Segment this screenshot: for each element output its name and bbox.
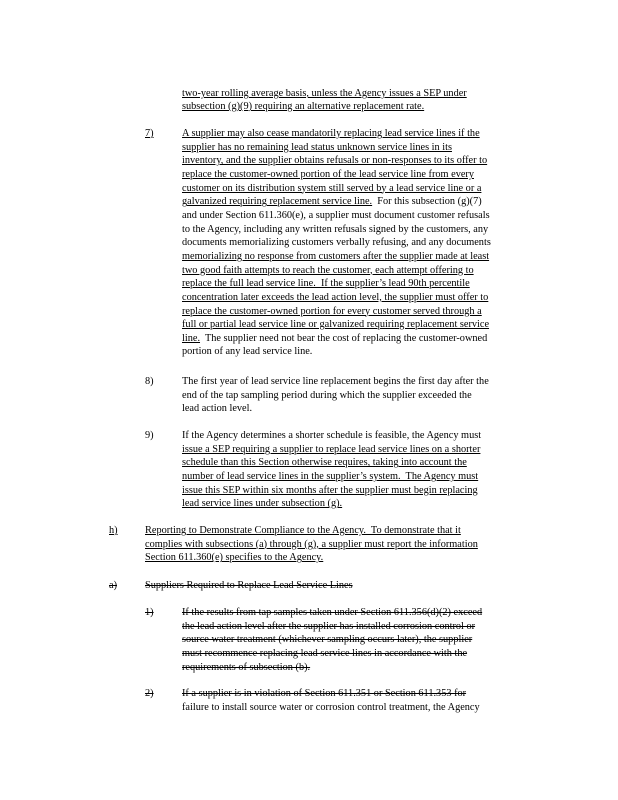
text-segment: galvanized requiring replacement service line. xyxy=(182,196,373,208)
item-marker-2: 2) xyxy=(145,688,154,699)
text-segment: The first year of lead service line replacement begins the first day after the xyxy=(182,376,489,387)
text-segment: If the results from tap samples taken under Section 611.356(d)(2) exceed xyxy=(182,607,483,618)
text-line xyxy=(182,457,467,470)
text-segment: full or partial lead service line or galvanized requiring replacement service xyxy=(182,319,490,331)
item-marker-9: 9) xyxy=(145,430,154,441)
text-segment: number of lead service lines in the supplier’s system. The Agency must xyxy=(182,470,479,482)
text-line xyxy=(182,485,478,498)
text-segment: line. xyxy=(182,332,201,344)
text-line xyxy=(182,265,474,278)
text-line xyxy=(182,169,474,182)
text-line xyxy=(182,142,452,155)
text-line xyxy=(182,183,481,196)
text-line xyxy=(182,196,482,209)
text-segment: to the Agency, including any written refusals signed by the customers, any xyxy=(182,223,489,235)
text-line xyxy=(145,552,323,565)
text-line xyxy=(182,376,489,389)
text-line xyxy=(182,210,490,223)
text-line xyxy=(145,539,478,552)
continuation-line-2: subsection (g)(9) requiring an alternative replacement rate. xyxy=(182,101,425,112)
text-segment: The supplier need not bear the cost of replacing the customer-owned xyxy=(200,332,488,344)
text-segment: Suppliers Required to Replace Lead Service Lines xyxy=(145,580,353,591)
text-line xyxy=(182,648,467,661)
text-line xyxy=(182,403,252,416)
text-line xyxy=(182,471,478,484)
subsection-marker-h: h) xyxy=(109,525,118,536)
text-line xyxy=(182,702,480,715)
continuation-line-1: two-year rolling average basis, unless the Agency issues a SEP under xyxy=(182,88,467,99)
text-segment: replace the customer-owned portion of the lead service line from every xyxy=(182,168,474,180)
text-segment: issue this SEP within six months after the supplier must begin replacing xyxy=(182,484,478,496)
text-segment: concentration later exceeds the lead action level, the supplier must offer to xyxy=(182,291,489,303)
text-segment: and under Section 611.360(e), a supplier must document customer refusals xyxy=(182,209,490,221)
text-segment: must recommence replacing lead service lines in accordance with the xyxy=(182,648,468,659)
text-line xyxy=(182,346,312,359)
text-line xyxy=(182,224,488,237)
text-segment: two good faith attempts to reach the customer, each attempt offering to xyxy=(182,264,474,276)
text-segment: documents memorializing customers verbally refusing, and any documents xyxy=(182,237,491,249)
text-segment: complies with subsections (a) through (g), a supplier must report the information xyxy=(145,538,478,550)
text-segment: supplier has no remaining lead status unknown service lines in its xyxy=(182,141,452,153)
text-line xyxy=(182,498,342,511)
text-line xyxy=(182,278,470,291)
text-line xyxy=(182,292,488,305)
text-segment: replace the customer-owned portion for every customer served through a xyxy=(182,305,482,317)
text-segment: For this subsection (g)(7) xyxy=(372,196,482,208)
text-segment: replace the full lead service line. If the supplier’s lead 90th percentile xyxy=(182,278,470,290)
text-segment: the lead action level after the supplier has installed corrosion control or xyxy=(182,620,476,632)
text-line xyxy=(182,251,489,264)
text-line xyxy=(182,444,480,457)
text-segment: customer on its distribution system still served by a lead service line or a xyxy=(182,182,482,194)
text-line xyxy=(182,128,480,141)
text-line xyxy=(182,390,472,403)
text-segment: portion of any lead service line. xyxy=(182,346,313,358)
text-segment: source water treatment (whichever sampling occurs later), the supplier xyxy=(182,634,473,646)
text-segment: Section 611.360(e) specifies to the Agency. xyxy=(145,552,324,564)
item-marker-8: 8) xyxy=(145,376,154,387)
text-segment: If the Agency determines a shorter schedule is feasible, the Agency must xyxy=(182,430,482,441)
text-line xyxy=(182,319,489,332)
text-line xyxy=(145,580,353,593)
text-segment: lead service lines under subsection (g). xyxy=(182,498,343,510)
text-line xyxy=(182,634,472,647)
text-line xyxy=(182,621,475,634)
text-segment: issue a SEP requiring a supplier to replace lead service lines on a shorter xyxy=(182,443,481,455)
text-line xyxy=(182,607,482,620)
text-segment: schedule than this Section otherwise requires, taking into account the xyxy=(182,457,467,469)
item-marker-7: 7) xyxy=(145,128,154,139)
text-line xyxy=(182,430,481,443)
text-line xyxy=(182,333,487,346)
text-line xyxy=(182,237,491,250)
text-line xyxy=(182,306,482,319)
subsection-marker-a: a) xyxy=(109,580,117,591)
item-marker-1: 1) xyxy=(145,607,154,618)
text-segment: end of the tap sampling period during which the supplier exceeded the xyxy=(182,389,472,401)
text-segment: A supplier may also cease mandatorily replacing lead service lines if the xyxy=(182,128,480,139)
text-segment: Reporting to Demonstrate Compliance to the Agency. To demonstrate that it xyxy=(145,525,461,536)
text-segment: inventory, and the supplier obtains refusals or non-responses to its offer to xyxy=(182,155,488,167)
text-segment: lead action level. xyxy=(182,403,253,415)
text-line xyxy=(182,688,466,701)
text-line xyxy=(182,662,310,675)
text-segment: requirements of subsection (b). xyxy=(182,661,311,673)
text-segment: memorializing no response from customers after the supplier made at least xyxy=(182,250,490,262)
text-segment: If a supplier is in violation of Section 611.351 or Section 611.353 for xyxy=(182,688,467,699)
text-line xyxy=(182,155,487,168)
text-line xyxy=(145,525,461,538)
text-segment: failure to install source water or corrosion control treatment, the Agency xyxy=(182,701,480,713)
